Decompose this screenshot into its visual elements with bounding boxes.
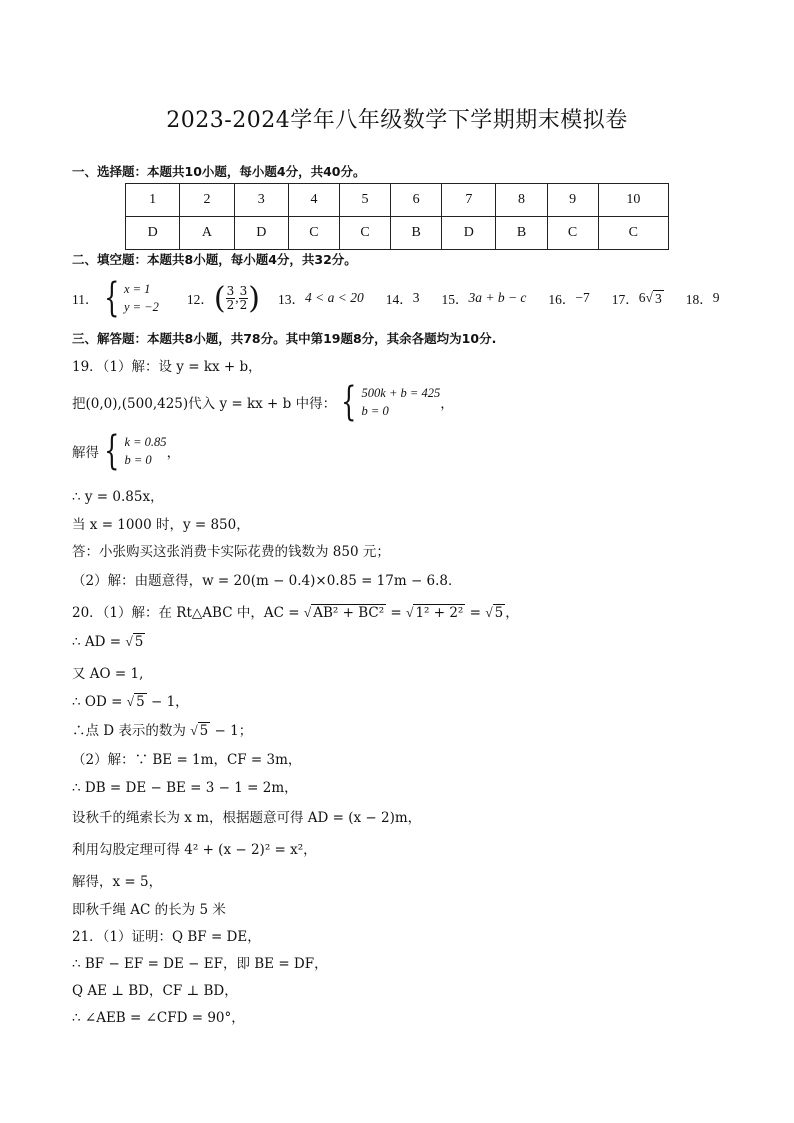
- solution-line: 21．（1）证明：Q BF = DE，: [72, 929, 261, 945]
- q11-system: [124, 280, 159, 316]
- q12-n2: 3: [239, 283, 248, 298]
- solution-line: [72, 430, 180, 472]
- brace-icon: {: [103, 275, 119, 321]
- q17-coef: 6: [638, 290, 646, 305]
- table-cell: D: [126, 217, 180, 250]
- line-text: 把(0,0),(500,425)代入 y = kx + b 中得：: [72, 396, 337, 412]
- table-cell: B: [496, 217, 547, 250]
- radicand: 5: [134, 634, 144, 650]
- line-text: ∴点 D 表示的数为: [72, 723, 191, 739]
- section2-heading: 二、填空题：本题共8小题，每小题4分，共32分。: [72, 252, 357, 267]
- solution-line: （2）解：由题意得，w = 20(m − 0.4)×0.85 = 17m − 6.8．: [72, 573, 462, 589]
- radicand: AB² + BC²: [313, 605, 385, 621]
- brace-icon: {: [341, 379, 357, 425]
- answer-table-number-row: [126, 184, 669, 217]
- q18-label: 18．: [685, 292, 713, 307]
- equation-system: [124, 433, 166, 469]
- section1-heading: 一、选择题：本题共10小题，每小题4分，共40分。: [72, 164, 366, 179]
- solution-line: 解得，x = 5，: [72, 874, 163, 890]
- q18-answer: 9: [712, 290, 720, 305]
- solution-line: 利用勾股定理可得 4² + (x − 2)² = x²，: [72, 842, 317, 858]
- q16-label: 16．: [548, 292, 576, 307]
- q11-label: 11．: [72, 292, 99, 307]
- line-text: 20．（1）解：在 Rt△ABC 中，AC =: [72, 605, 304, 621]
- system-eq2: b = 0: [124, 453, 152, 467]
- equation-system: [362, 384, 441, 420]
- line-text: − 1；: [210, 723, 253, 739]
- solution-line: （2）解：∵ BE = 1m，CF = 3m，: [72, 752, 302, 768]
- table-cell: 2: [180, 184, 234, 217]
- solution-line: 19．（1）解：设 y = kx + b，: [72, 359, 262, 375]
- radicand: 5: [199, 723, 209, 739]
- page-title: 2023-2024学年八年级数学下学期期末模拟卷: [166, 108, 628, 133]
- table-cell: 10: [598, 184, 668, 217]
- radicand: 5: [494, 605, 504, 621]
- solution-line: ∴ y = 0.85x，: [72, 489, 164, 505]
- q13-answer: 4 < a < 20: [304, 290, 364, 305]
- line-text: =: [386, 605, 407, 621]
- q14-label: 14．: [385, 292, 413, 307]
- q11-eq1: x = 1: [123, 282, 151, 296]
- line-text: ∴ AD =: [72, 634, 126, 650]
- line-text: ，: [166, 445, 181, 461]
- table-cell: C: [598, 217, 668, 250]
- q12-d1: 2: [226, 297, 235, 312]
- solution-line: ∴ BF − EF = DE − EF，即 BE = DF，: [72, 956, 328, 972]
- table-cell: A: [180, 217, 234, 250]
- system-eq2: b = 0: [361, 404, 389, 418]
- solution-line: 即秋千绳 AC 的长为 5 米: [72, 902, 226, 918]
- table-cell: 8: [496, 184, 547, 217]
- table-cell: 9: [547, 184, 598, 217]
- q12-frac1: [226, 285, 236, 312]
- q12-label: 12．: [186, 292, 214, 307]
- answer-table-answer-row: [126, 217, 669, 250]
- table-cell: D: [442, 217, 496, 250]
- solution-line: ∴ ∠AEB = ∠CFD = 90°，: [72, 1010, 245, 1026]
- line-text: ，: [440, 396, 454, 412]
- q15-answer: 3a + b − c: [468, 290, 527, 305]
- brace-icon: {: [104, 428, 120, 474]
- q15-label: 15．: [441, 292, 469, 307]
- line-text: 解得: [72, 445, 99, 461]
- fill-in-answers: 11． { x = 1 y = −2 12． ( $\frac{3}{2}$ , $\frac{3}{2}$ ) 13． 4 < a < 20 14． 3 15． 3a + b − c 16． −7 17． 6 √ 3 18． 9: [72, 275, 720, 321]
- table-cell: 5: [340, 184, 391, 217]
- solution-line: ∴点 D 表示的数为 √ 5 − 1；: [72, 723, 253, 739]
- q17-radicand: 3: [654, 290, 662, 306]
- solution-line: 当 x = 1000 时，y = 850，: [72, 517, 250, 533]
- solution-line: [72, 381, 454, 423]
- system-eq1: 500k + b = 425: [361, 386, 441, 400]
- q12-n1: 3: [226, 283, 235, 298]
- system-eq1: k = 0.85: [124, 435, 167, 449]
- solution-line: 答：小张购买这张消费卡实际花费的钱数为 850 元；: [72, 544, 390, 560]
- q12-d2: 2: [239, 297, 248, 312]
- table-cell: 7: [442, 184, 496, 217]
- solution-line: ∴ DB = DE − BE = 3 − 1 = 2m，: [72, 780, 298, 796]
- section3-heading: 三、解答题：本题共8小题，共78分。其中第19题8分，其余各题均为10分.: [72, 331, 497, 346]
- solution-line: ∴ AD = √ 5: [72, 634, 144, 650]
- table-cell: C: [547, 217, 598, 250]
- solution-line: 又 AO = 1,: [72, 666, 144, 682]
- radicand: 1² + 2²: [415, 605, 464, 621]
- q14-answer: 3: [412, 290, 420, 305]
- table-cell: B: [391, 217, 442, 250]
- q11-eq2: y = −2: [123, 300, 159, 314]
- left-paren-icon: (: [213, 280, 226, 316]
- table-cell: D: [234, 217, 288, 250]
- line-text: ，: [505, 605, 519, 621]
- table-cell: 1: [126, 184, 180, 217]
- table-cell: C: [288, 217, 339, 250]
- solution-line: ∴ OD = √ 5 − 1，: [72, 694, 189, 710]
- line-text: ∴ OD =: [72, 694, 127, 710]
- right-paren-icon: ): [248, 280, 260, 316]
- q16-answer: −7: [575, 290, 590, 305]
- answer-table: [125, 183, 669, 250]
- q13-label: 13．: [277, 292, 305, 307]
- solution-line: Q AE ⊥ BD，CF ⊥ BD，: [72, 983, 238, 999]
- solution-line: 设秋千的绳索长为 x m，根据题意可得 AD = (x − 2)m，: [72, 810, 422, 826]
- line-text: − 1，: [146, 694, 189, 710]
- table-cell: 6: [391, 184, 442, 217]
- q12-frac2: [239, 285, 249, 312]
- table-cell: 4: [288, 184, 339, 217]
- line-text: =: [465, 605, 486, 621]
- table-cell: C: [340, 217, 391, 250]
- solution-line: 20．（1）解：在 Rt△ABC 中，AC = √ AB² + BC² = √ 1² + 2² = √ 5 ，: [72, 605, 519, 621]
- q17-label: 17．: [611, 292, 639, 307]
- radicand: 5: [136, 694, 145, 710]
- table-cell: 3: [234, 184, 288, 217]
